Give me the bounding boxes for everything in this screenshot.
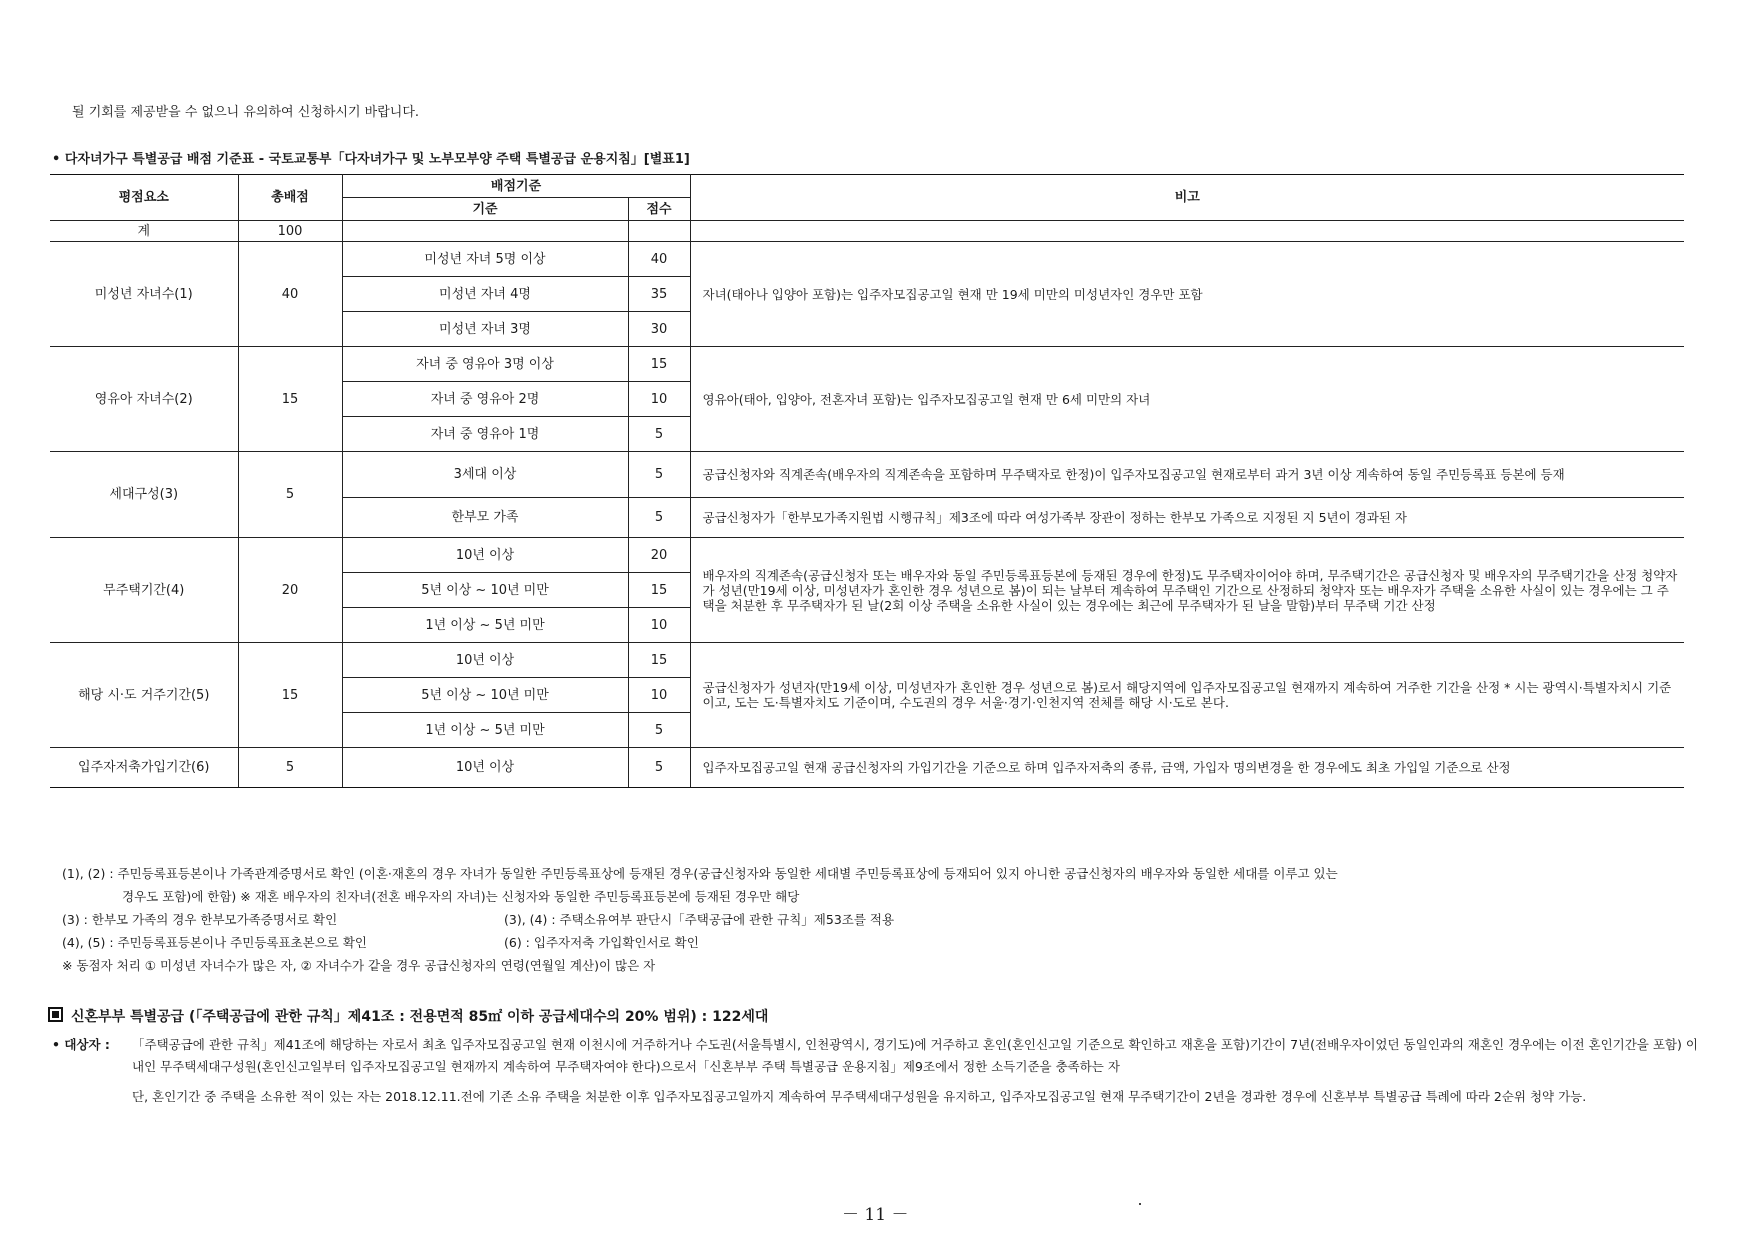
intro-text: 될 기회를 제공받을 수 없으니 유의하여 신청하시기 바랍니다. <box>72 105 420 120</box>
note-line <box>62 908 1338 931</box>
criterion-cell: 자녀 중 영유아 1명 <box>342 417 628 452</box>
remark-cell: 입주자모집공고일 현재 공급신청자의 가입기간을 기준으로 하며 입주자저축의 종류, 금액, 가입자 명의변경을 한 경우에도 최초 가입일 기준으로 산정 <box>690 748 1684 788</box>
points-cell: 10 <box>628 382 690 417</box>
table-row <box>50 538 1684 573</box>
section-title: • 다자녀가구 특별공급 배점 기준표 - 국토교통부「다자녀가구 및 노부모부양 주택 특별공급 운용지침」[별표1] <box>52 152 690 167</box>
table-notes <box>62 862 1338 977</box>
criterion-cell: 5년 이상 ~ 10년 미만 <box>342 678 628 713</box>
criterion-cell: 1년 이상 ~ 5년 미만 <box>342 713 628 748</box>
section2-label: • 대상자 : <box>52 1037 110 1052</box>
note-text: (4), (5) : 주민등록표등본이나 주민등록표초본으로 확인 <box>62 935 367 950</box>
criterion-cell: 미성년 자녀 5명 이상 <box>342 242 628 277</box>
points-cell: 10 <box>628 678 690 713</box>
points-cell: 35 <box>628 277 690 312</box>
points-cell: 5 <box>628 498 690 538</box>
remark-cell: 자녀(태아나 입양아 포함)는 입주자모집공고일 현재 만 19세 미만의 미성년자인 경우만 포함 <box>690 242 1684 347</box>
points-cell: 5 <box>628 748 690 788</box>
note-line: 경우도 포함)에 한함) ※ 재혼 배우자의 친자녀(전혼 배우자의 자녀)는 신청자와 동일한 주민등록표등본에 등재된 경우만 해당 <box>122 889 800 904</box>
section2-title-text: 신혼부부 특별공급 (「주택공급에 관한 규칙」제41조 : 전용면적 85㎡ 이하 공급세대수의 20% 범위) : 122세대 <box>71 1009 769 1025</box>
criterion-cell: 5년 이상 ~ 10년 미만 <box>342 573 628 608</box>
total-cell: 20 <box>238 538 342 643</box>
table-row <box>50 643 1684 678</box>
factor-cell: 해당 시·도 거주기간(5) <box>50 643 238 748</box>
page-number: － 11 － <box>842 1205 909 1225</box>
factor-cell: 세대구성(3) <box>50 452 238 538</box>
points-cell: 5 <box>628 452 690 498</box>
note-line: ※ 동점자 처리 ① 미성년 자녀수가 많은 자, ② 자녀수가 같을 경우 공급신청자의 연령(연월일 계산)이 많은 자 <box>62 958 656 973</box>
table-row <box>50 452 1684 498</box>
factor-cell: 무주택기간(4) <box>50 538 238 643</box>
note-text: (3) : 한부모 가족의 경우 한부모가족증명서로 확인 <box>62 912 338 927</box>
remark-cell: 공급신청자가「한부모가족지원법 시행규칙」제3조에 따라 여성가족부 장관이 정하는 한부모 가족으로 지정된 지 5년이 경과된 자 <box>690 498 1684 538</box>
total-cell: 5 <box>238 748 342 788</box>
square-bullet-icon <box>48 1007 63 1022</box>
total-cell: 15 <box>238 347 342 452</box>
empty-cell <box>690 221 1684 242</box>
total-label: 계 <box>50 221 238 242</box>
criterion-cell: 자녀 중 영유아 2명 <box>342 382 628 417</box>
header-points: 점수 <box>628 198 690 221</box>
points-cell: 15 <box>628 643 690 678</box>
note-line <box>62 931 1338 954</box>
total-cell: 5 <box>238 452 342 538</box>
table-row <box>50 347 1684 382</box>
points-cell: 30 <box>628 312 690 347</box>
total-cell: 15 <box>238 643 342 748</box>
section2-text <box>132 1034 1702 1108</box>
empty-cell <box>342 221 628 242</box>
points-cell: 40 <box>628 242 690 277</box>
criterion-cell: 미성년 자녀 4명 <box>342 277 628 312</box>
criterion-cell: 10년 이상 <box>342 748 628 788</box>
section2-paragraph: 단, 혼인기간 중 주택을 소유한 적이 있는 자는 2018.12.11.전에 기존 소유 주택을 처분한 이후 입주자모집공고일까지 계속하여 무주택세대구성원을 유지하고, 입주자모집공고일 현재 무주택기간이 2년을 경과한 경우에 신혼부부 특별공급 특례에 따라 2순위 청약 가능. <box>132 1089 1587 1104</box>
points-cell: 15 <box>628 347 690 382</box>
criterion-cell: 10년 이상 <box>342 643 628 678</box>
note-text: (6) : 입주자저축 가입확인서로 확인 <box>504 935 699 950</box>
section2-title <box>48 1006 768 1026</box>
table-row <box>50 748 1684 788</box>
table-row-total <box>50 221 1684 242</box>
table-row <box>50 242 1684 277</box>
header-remarks: 비고 <box>690 175 1684 221</box>
criterion-cell: 자녀 중 영유아 3명 이상 <box>342 347 628 382</box>
note-line: (1), (2) : 주민등록표등본이나 가족관계증명서로 확인 (이혼·재혼의 경우 자녀가 동일한 주민등록표상에 등재된 경우(공급신청자와 동일한 세대별 주민등록표상에 등재되어 있지 아니한 공급신청자의 배우자와 동일한 세대를 이루고 있는 <box>62 866 1338 881</box>
criterion-cell: 3세대 이상 <box>342 452 628 498</box>
score-table <box>50 174 1684 788</box>
total-cell: 40 <box>238 242 342 347</box>
criterion-cell: 한부모 가족 <box>342 498 628 538</box>
points-cell: 5 <box>628 417 690 452</box>
remark-cell: 영유아(태아, 입양아, 전혼자녀 포함)는 입주자모집공고일 현재 만 6세 미만의 자녀 <box>690 347 1684 452</box>
points-cell: 20 <box>628 538 690 573</box>
scan-dot <box>1139 1203 1141 1205</box>
criterion-cell: 1년 이상 ~ 5년 미만 <box>342 608 628 643</box>
header-factor: 평점요소 <box>50 175 238 221</box>
criterion-cell: 10년 이상 <box>342 538 628 573</box>
factor-cell: 영유아 자녀수(2) <box>50 347 238 452</box>
header-criteria-group: 배점기준 <box>342 175 690 198</box>
remark-cell: 공급신청자가 성년자(만19세 이상, 미성년자가 혼인한 경우 성년으로 봄)로서 해당지역에 입주자모집공고일 현재까지 계속하여 거주한 기간을 산정 * 시는 광역시·특별자치시 기준이고, 도는 도·특별자치도 기준이며, 수도권의 경우 서울·경기·인천지역 전체를 해당 시·도로 본다. <box>690 643 1684 748</box>
criterion-cell: 미성년 자녀 3명 <box>342 312 628 347</box>
total-value: 100 <box>238 221 342 242</box>
remark-cell: 배우자의 직계존속(공급신청자 또는 배우자와 동일 주민등록표등본에 등재된 경우에 한정)도 무주택자이어야 하며, 무주택기간은 공급신청자 및 배우자의 무주택기간을 산정 청약자가 성년(만19세 이상, 미성년자가 혼인한 경우 성년으로 봄)이 되는 날부터 계속하여 무주택인 기간으로 산정하되 청약자 또는 배우자가 주택을 소유한 사실이 있는 경우에는 그 주택을 처분한 후 무주택자가 된 날(2회 이상 주택을 소유한 사실이 있는 경우에는 최근에 무주택자가 된 날을 말함)부터 무주택 기간 산정 <box>690 538 1684 643</box>
points-cell: 15 <box>628 573 690 608</box>
header-total: 총배점 <box>238 175 342 221</box>
section2-paragraph: 「주택공급에 관한 규칙」제41조에 해당하는 자로서 최초 입주자모집공고일 현재 이천시에 거주하거나 수도권(서울특별시, 인천광역시, 경기도)에 거주하고 혼인(혼인신고일 기준으로 확인하고 재혼을 포함)기간이 7년(전배우자이었던 동일인과의 재혼인 경우에는 이전 혼인기간을 포함) 이내인 무주택세대구성원(혼인신고일부터 입주자모집공고일 현재까지 계속하여 무주택자여야 한다)으로서「신혼부부 주택 특별공급 운용지침」제9조에서 정한 소득기준을 충족하는 자 <box>132 1037 1698 1074</box>
empty-cell <box>628 221 690 242</box>
points-cell: 10 <box>628 608 690 643</box>
points-cell: 5 <box>628 713 690 748</box>
header-criteria: 기준 <box>342 198 628 221</box>
factor-cell: 입주자저축가입기간(6) <box>50 748 238 788</box>
factor-cell: 미성년 자녀수(1) <box>50 242 238 347</box>
section2-body <box>52 1034 1702 1108</box>
note-text: (3), (4) : 주택소유여부 판단시「주택공급에 관한 규칙」제53조를 적용 <box>504 912 895 927</box>
remark-cell: 공급신청자와 직계존속(배우자의 직계존속을 포함하며 무주택자로 한정)이 입주자모집공고일 현재로부터 과거 3년 이상 계속하여 동일 주민등록표 등본에 등재 <box>690 452 1684 498</box>
